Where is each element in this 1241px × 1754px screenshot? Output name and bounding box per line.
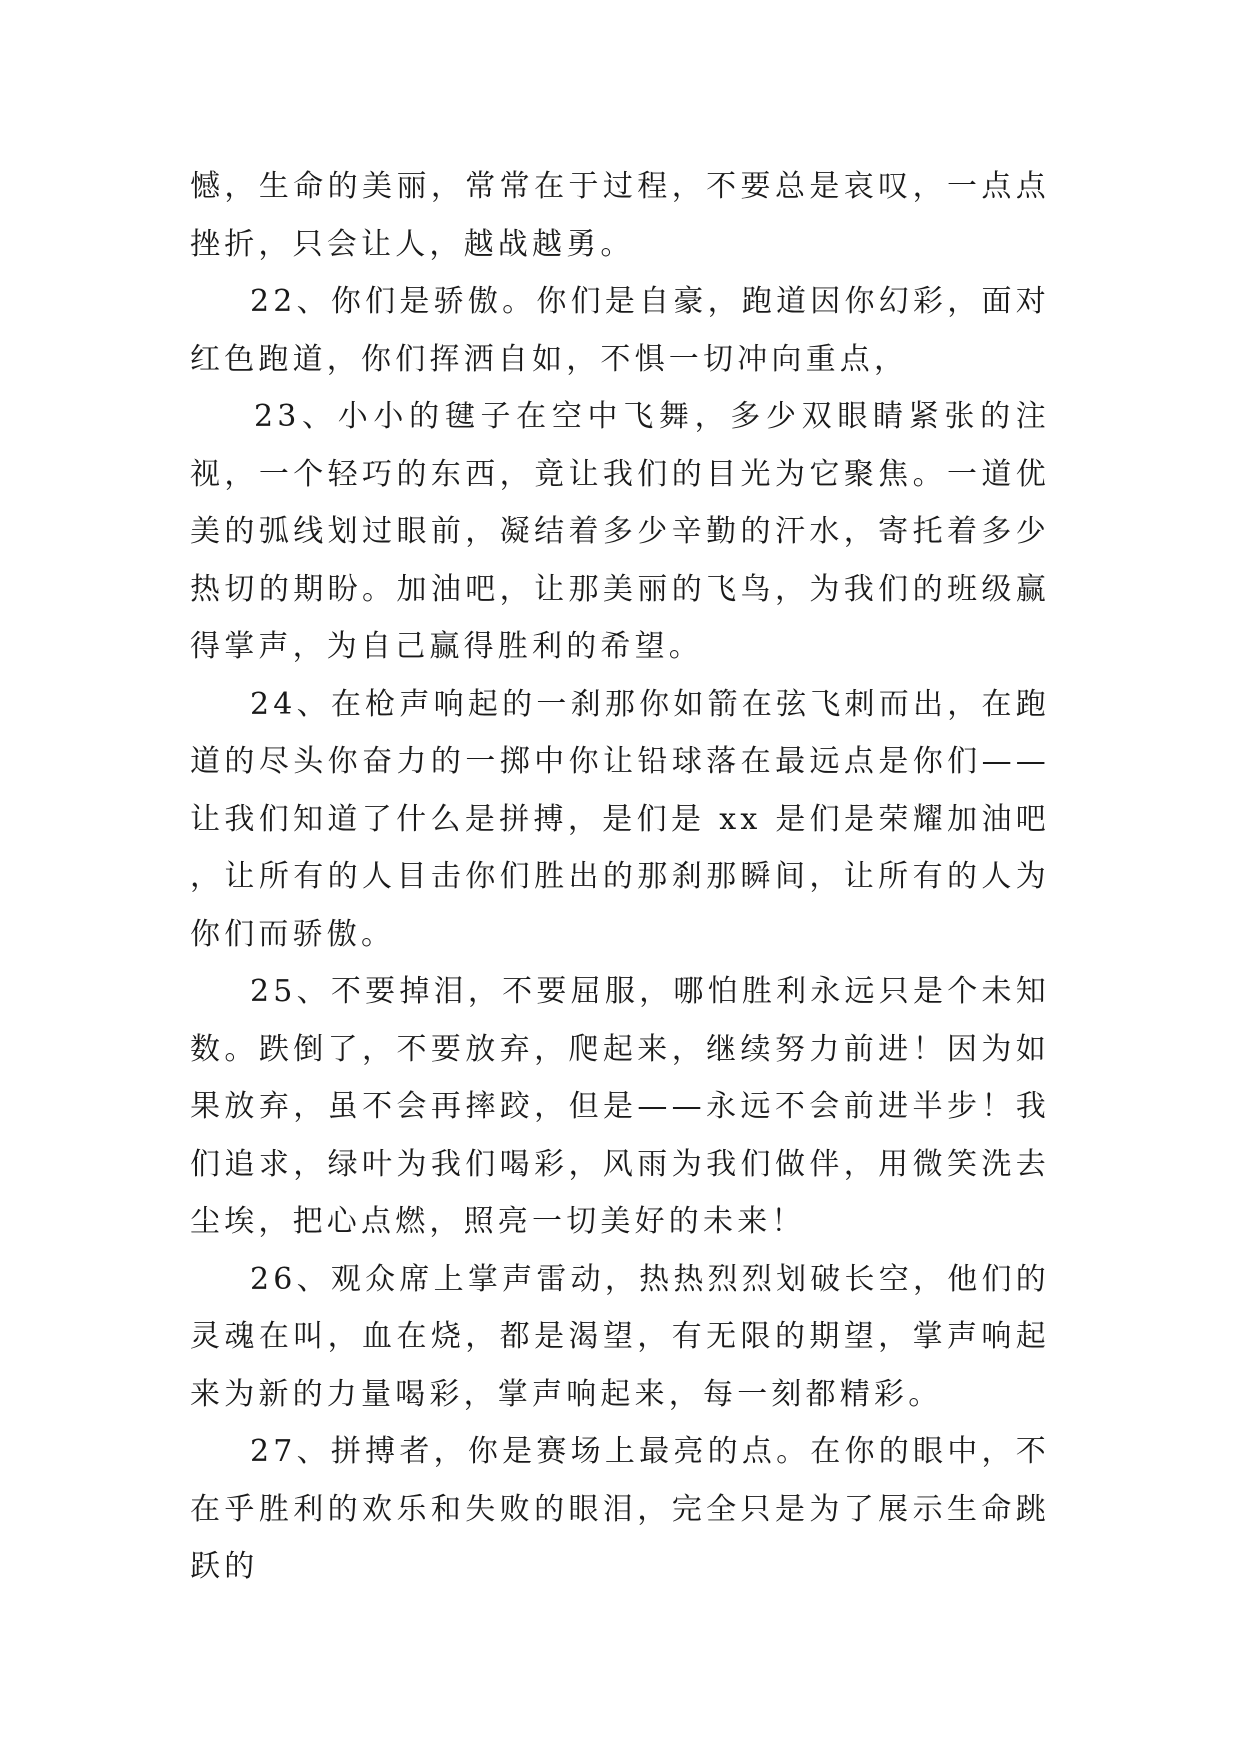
paragraph-25: 25、不要掉泪，不要屈服，哪怕胜利永远只是个未知数。跌倒了，不要放弃，爬起来，继续努力前进！因为如果放弃，虽不会再摔跤，但是——永远不会前进半步！我们追求，绿叶为我们喝彩，风雨为我们做伴，用微笑洗去尘埃，把心点燃，照亮一切美好的未来！ <box>190 974 1050 1239</box>
document-body <box>190 158 1050 1596</box>
paragraph-23: 23、小小的毽子在空中飞舞，多少双眼睛紧张的注视，一个轻巧的东西，竟让我们的目光为它聚焦。一道优美的弧线划过眼前，凝结着多少辛勤的汗水，寄托着多少热切的期盼。加油吧，让那美丽的飞鸟，为我们的班级赢得掌声，为自己赢得胜利的希望。 <box>190 399 1050 664</box>
paragraph-22: 22、你们是骄傲。你们是自豪，跑道因你幻彩，面对红色跑道，你们挥洒自如，不惧一切冲向重点， <box>190 284 1050 377</box>
paragraph-21-continuation: 憾，生命的美丽，常常在于过程，不要总是哀叹，一点点挫折，只会让人，越战越勇。 <box>190 169 1050 262</box>
paragraph-26: 26、观众席上掌声雷动，热热烈烈划破长空，他们的灵魂在叫，血在烧，都是渴望，有无限的期望，掌声响起来为新的力量喝彩，掌声响起来，每一刻都精彩。 <box>190 1261 1050 1412</box>
paragraph-24: 24、在枪声响起的一刹那你如箭在弦飞刺而出，在跑道的尽头你奋力的一掷中你让铅球落在最远点是你们——让我们知道了什么是拼搏，是们是 xx 是们是荣耀加油吧，让所有的人目击你们胜出的那刹那瞬间，让所有的人为你们而骄傲。 <box>190 686 1050 952</box>
paragraph-27: 27、拼搏者，你是赛场上最亮的点。在你的眼中，不在乎胜利的欢乐和失败的眼泪，完全只是为了展示生命跳跃的 <box>190 1434 1050 1584</box>
